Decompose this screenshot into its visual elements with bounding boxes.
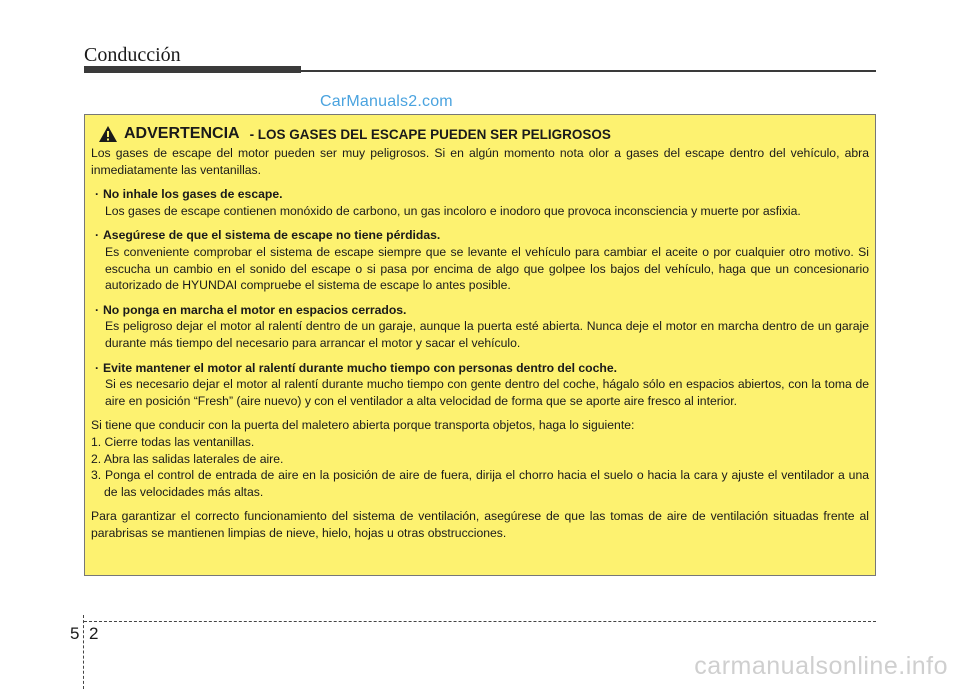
bullet-text: Si es necesario dejar el motor al ralentí durante mucho tiempo con gente dentro del coche, hágalo sólo en espacios abiertos, con la toma de aire en posición “Fresh” (aire nuevo) y con el ventilador a alta velocidad de forma que se aporte aire fresco al interior. bbox=[105, 377, 869, 408]
bullet-text: Es peligroso dejar el motor al ralentí dentro de un garaje, aunque la puerta esté abierta. Nunca deje el motor en marcha dentro de un garaje durante más tiempo del necesario para arrancar el motor y sacar el vehículo. bbox=[105, 319, 869, 350]
section-title: Conducción bbox=[84, 44, 181, 66]
header-rule-thick bbox=[84, 66, 301, 73]
warning-closing: Para garantizar el correcto funcionamiento del sistema de ventilación, asegúrese de que las tomas de aire de ventilación situadas frente al parabrisas se mantienen limpias de nieve, hielo, hojas u otras obstrucciones. bbox=[91, 509, 869, 540]
page-number: 2 bbox=[89, 624, 99, 643]
bullet-text: Es conveniente comprobar el sistema de escape siempre que se levante el vehículo para cambiar el aceite o por cualquier otro motivo. Si escucha un cambio en el sonido del escape o si pasa por encima de algo que golpee los bajos del vehículo, haga que un concesionario autorizado de HYUNDAI compruebe el sistema de escape lo antes posible. bbox=[105, 244, 869, 293]
warning-subtitle: - LOS GASES DEL ESCAPE PUEDEN SER PELIGROSOS bbox=[249, 127, 611, 142]
watermark-bottom: carmanualsonline.info bbox=[694, 652, 948, 680]
bullet-text: Los gases de escape contienen monóxido de carbono, un gas incoloro e inodoro que provoca inconsciencia y muerte por asfixia. bbox=[105, 203, 801, 218]
watermark-top: CarManuals2.com bbox=[320, 93, 453, 110]
bullet-title: · Asegúrese de que el sistema de escape no tiene pérdidas. bbox=[94, 228, 441, 243]
warning-header bbox=[98, 123, 869, 143]
header-rule-thin bbox=[301, 70, 876, 72]
list-item: 2. Abra las salidas laterales de aire. bbox=[91, 451, 284, 466]
warning-intro: Los gases de escape del motor pueden ser muy peligrosos. Si en algún momento nota olor a gases del escape dentro del vehículo, abra inmediatamente las ventanillas. bbox=[91, 146, 869, 177]
footer-rule bbox=[84, 621, 876, 622]
warning-box bbox=[84, 114, 876, 576]
warning-triangle-icon bbox=[98, 125, 118, 143]
bullet-title: · Evite mantener el motor al ralentí durante mucho tiempo con personas dentro del coche. bbox=[94, 360, 618, 375]
bullet-title: · No ponga en marcha el motor en espacios cerrados. bbox=[94, 302, 407, 317]
bullet-title: · No inhale los gases de escape. bbox=[94, 187, 283, 202]
trunk-intro: Si tiene que conducir con la puerta del maletero abierta porque transporta objetos, haga lo siguiente: bbox=[91, 418, 635, 433]
warning-label: ADVERTENCIA bbox=[124, 125, 240, 142]
list-item: 1. Cierre todas las ventanillas. bbox=[91, 434, 255, 449]
chapter-number: 5 bbox=[70, 624, 80, 643]
list-item: 3. Ponga el control de entrada de aire en la posición de aire de fuera, dirija el chorro hacia el suelo o hacia la cara y ajuste el ventilador a una de las velocidades más altas. bbox=[91, 468, 869, 499]
footer-divider bbox=[83, 615, 84, 689]
